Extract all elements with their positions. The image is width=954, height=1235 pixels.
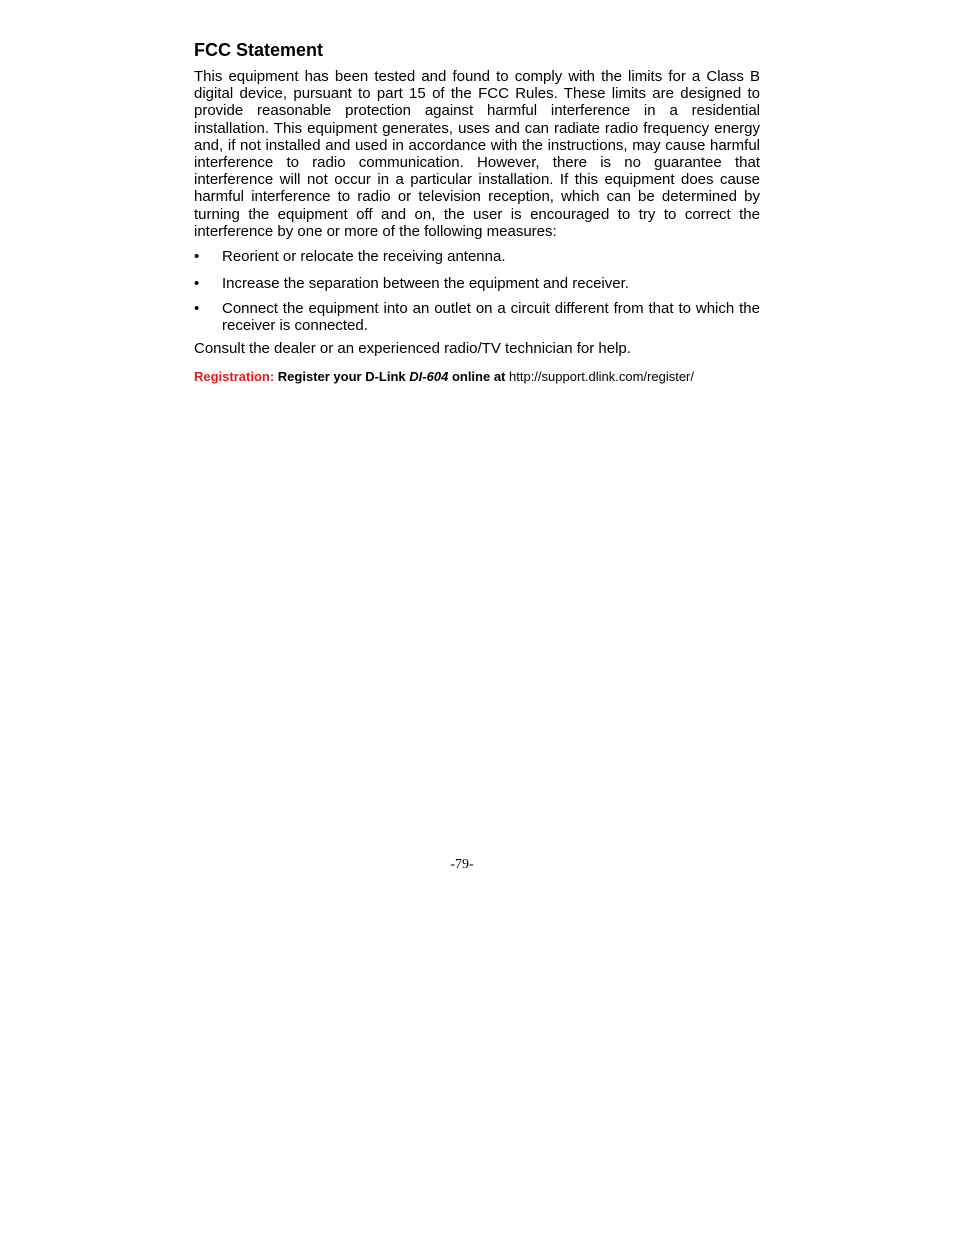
consult-paragraph: Consult the dealer or an experienced radio/TV technician for help. [194,340,631,357]
section-heading: FCC Statement [194,40,324,60]
list-item-text: Reorient or relocate the receiving antenna. [222,248,506,265]
registration-url: http://support.dlink.com/register/ [509,369,694,384]
bullet-icon: • [194,275,200,292]
bullet-icon: • [194,248,200,265]
registration-text-suffix: online at [451,369,506,384]
page-number: -79- [450,857,474,872]
intro-paragraph: This equipment has been tested and found to comply with the limits for a Class B digital device, pursuant to part 15 of the FCC Rules. These limits are designed to provide reasonable protection against harmful interference in a residential installation. This equipment generates, uses and can radiate radio frequency energy and, if not installed and used in accordance with the instructions, may cause harmful interference to radio communication. However, there is no guarantee that interference will not occur in a particular installation. If this equipment does cause harmful interference to radio or television reception, which can be determined by turning the equipment off and on, the user is encouraged to try to correct the interference by one or more of the following measures: [194,68,760,240]
bullet-icon: • [194,300,200,317]
list-item-text: Connect the equipment into an outlet on a circuit different from that to which the receiver is connected. [222,300,760,335]
list-item-text: Increase the separation between the equipment and receiver. [222,275,629,292]
registration-text: Register your D-Link [277,369,406,384]
product-model: DI-604 [409,369,449,384]
registration-label: Registration: [194,369,275,384]
registration-line [194,369,694,385]
